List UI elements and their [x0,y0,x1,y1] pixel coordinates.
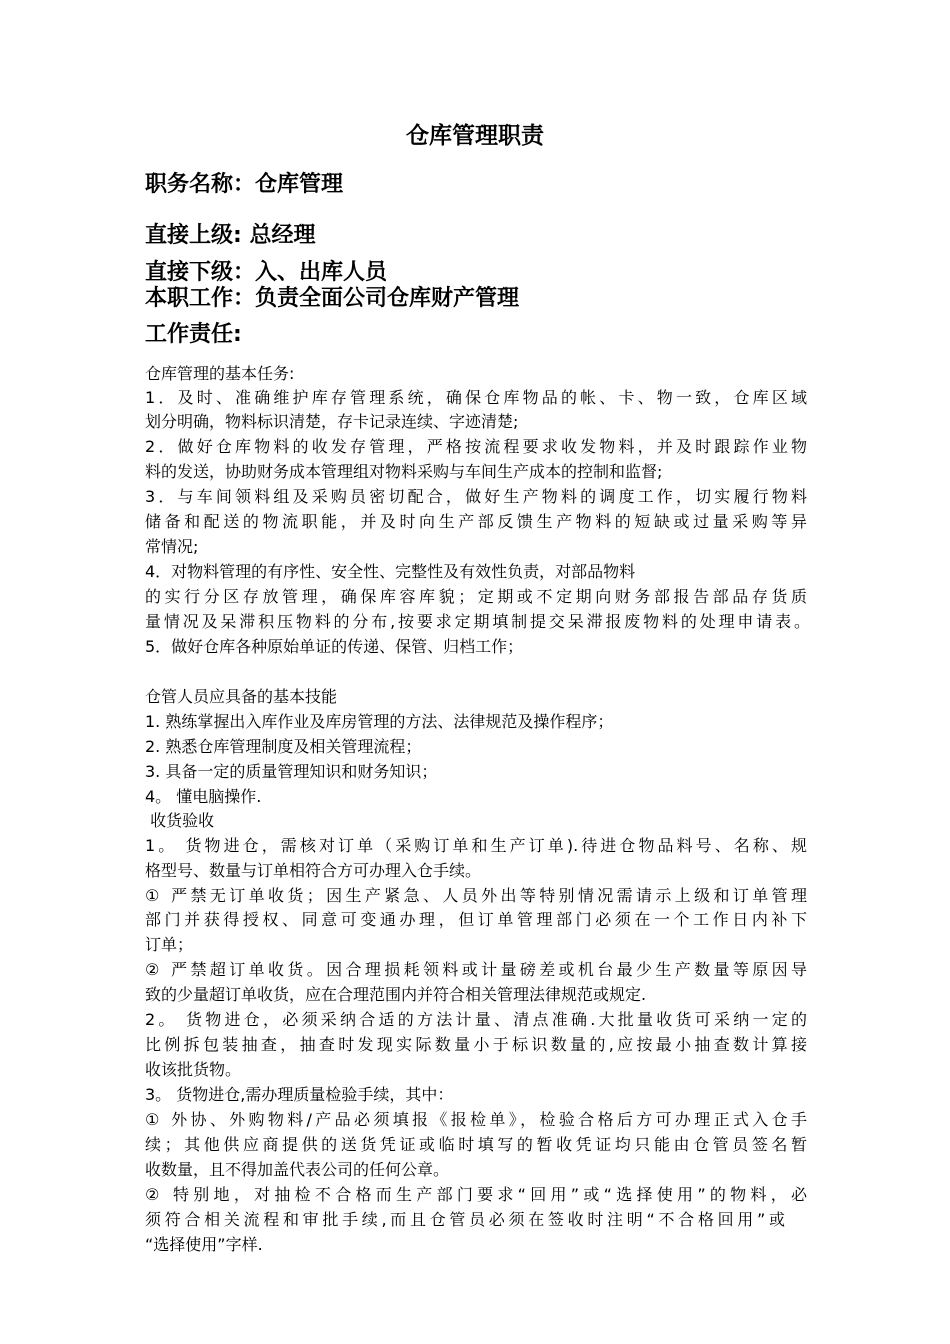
text-line: 2. 熟悉仓库管理制度及相关管理流程； [145,737,422,756]
responsibilities-heading: 工作责任: [145,322,242,347]
text-line: “选择使用”字样. [145,1235,263,1254]
text-line: 常情况; [145,537,199,556]
text-line: 须符合相关流程和审批手续,而且仓管员必须在签收时注明“不合格回用”或 [145,1210,785,1229]
text-line: ① 严禁无订单收货；因生产紧急、人员外出等特别情况需请示上级和订单管理 [145,886,807,905]
text-line: ② 特别地，对抽检不合格而生产部门要求“回用”或“选择使用”的物料，必 [145,1185,807,1204]
direct-subordinate-heading: 直接下级：入、出库人员 [145,260,388,285]
text-line: 比例拆包装抽查，抽查时发现实际数量小于标识数量的,应按最小抽查数计算接 [145,1035,807,1054]
direct-superior-heading: 直接上级: 总经理 [145,223,316,248]
text-line: 3。 货物进仓,需办理质量检验手续，其中： [145,1085,454,1104]
text-line: 划分明确，物料标识清楚，存卡记录连续、字迹清楚; [145,412,519,431]
main-work-heading: 本职工作：负责全面公司仓库财产管理 [145,286,520,311]
text-line: 1. 熟练掌握出入库作业及库房管理的方法、法律规范及操作程序； [145,712,614,731]
text-line: 3．与车间领料组及采购员密切配合，做好生产物料的调度工作，切实履行物料 [145,487,807,506]
text-line: 2。 货物进仓，必须采纳合适的方法计量、清点准确.大批量收货可采纳一定的 [145,1010,807,1029]
text-line: 储备和配送的物流职能，并及时向生产部反馈生产物料的短缺或过量采购等异 [145,512,807,531]
text-line: 部门并获得授权、同意可变通办理，但订单管理部门必须在一个工作日内补下 [145,910,807,929]
text-line: 订单； [145,935,194,954]
text-line: ① 外协、外购物料/产品必须填报《报检单》，检验合格后方可办理正式入仓手 [145,1110,807,1129]
text-line: 4。 懂电脑操作. [145,787,262,806]
text-line: 量情况及呆滞积压物料的分布,按要求定期填制提交呆滞报废物料的处理申请表。 [145,612,810,631]
text-line: 格型号、数量与订单相符合方可办理入仓手续。 [145,861,482,880]
text-line: 的实行分区存放管理，确保库容库貌；定期或不定期向财务部报告部品存货质 [145,587,807,606]
text-line: 1．及时、准确维护库存管理系统，确保仓库物品的帐、卡、物一致，仓库区域 [145,388,807,407]
text-line: 3. 具备一定的质量管理知识和财务知识； [145,762,438,781]
section-heading-basic-skills: 仓管人员应具备的基本技能 [145,687,338,706]
text-line: 致的少量超订单收货，应在合理范围内并符合相关管理法律规范或规定. [145,985,647,1004]
text-line: 收数量，且不得加盖代表公司的任何公章。 [145,1160,450,1179]
text-line: 2．做好仓库物料的收发存管理，严格按流程要求收发物料，并及时跟踪作业物 [145,437,807,456]
text-line: 续；其他供应商提供的送货凭证或临时填写的暂收凭证均只能由仓管员签名暂 [145,1135,807,1154]
text-line: ② 严禁超订单收货。因合理损耗领料或计量磅差或机台最少生产数量等原因导 [145,960,807,979]
text-line: 5．做好仓库各种原始单证的传递、保管、归档工作； [145,637,524,656]
text-line: 收该批货物。 [145,1060,242,1079]
section-heading-receiving: 收货验收 [145,811,215,830]
position-name-heading: 职务名称：仓库管理 [145,172,344,197]
text-line: 料的发送，协助财务成本管理组对物料采购与车间生产成本的控制和监督; [145,462,663,481]
section-heading-basic-tasks: 仓库管理的基本任务: [145,364,295,383]
text-line: 1。 货物进仓，需核对订单（采购订单和生产订单).待进仓物品料号、名称、规 [145,836,807,855]
text-line: 4．对物料管理的有序性、安全性、完整性及有效性负责，对部品物料 [145,562,636,581]
document-title: 仓库管理职责 [406,123,544,149]
